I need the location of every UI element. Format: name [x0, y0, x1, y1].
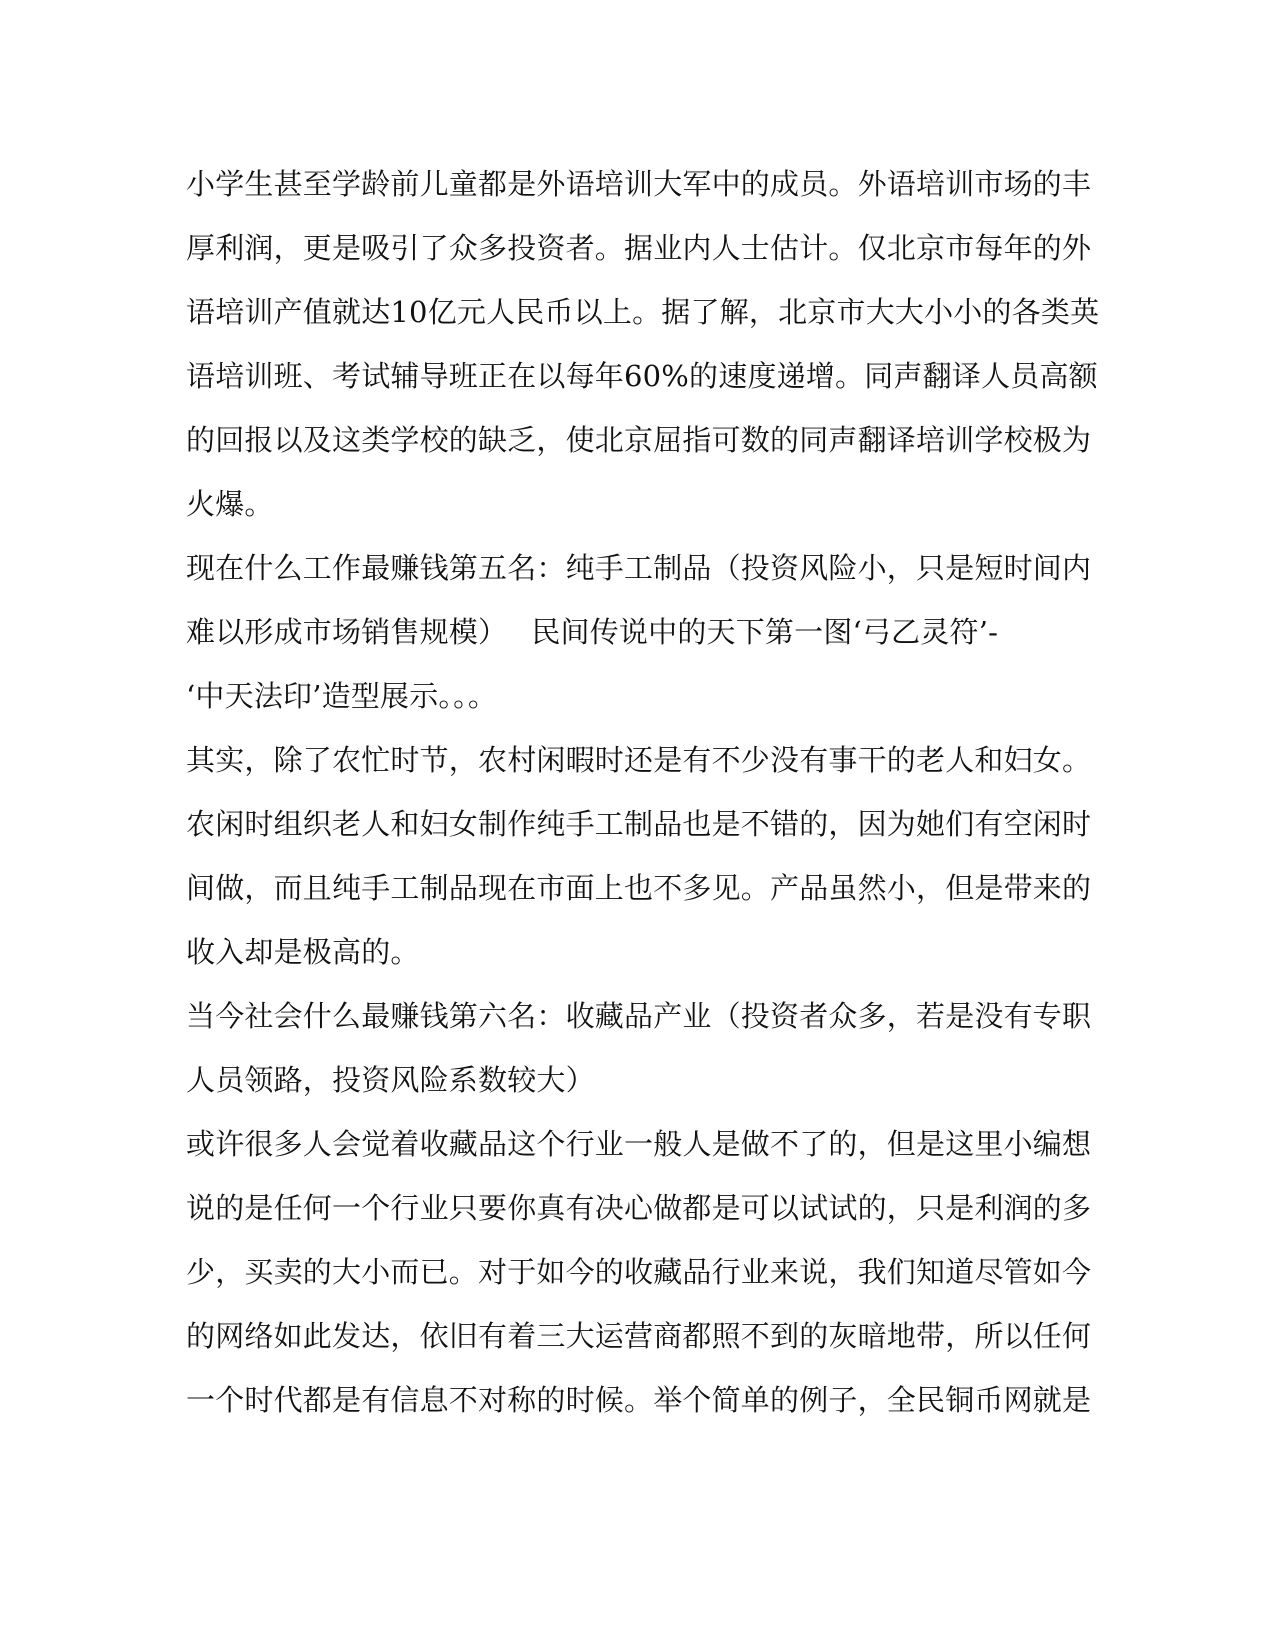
text-line: 一个时代都是有信息不对称的时候。举个简单的例子，全民铜币网就是: [186, 1383, 1092, 1417]
text-line: 收入却是极高的。: [186, 935, 420, 969]
text-line: 其实，除了农忙时节，农村闲暇时还是有不少没有事干的老人和妇女。: [186, 743, 1092, 777]
text-line: 难以形成市场销售规模） 民间传说中的天下第一图‘弓乙灵符’-: [186, 615, 999, 649]
text-line: 说的是任何一个行业只要你真有决心做都是可以试试的，只是利润的多: [186, 1191, 1092, 1225]
text-line: 语培训产值就达10亿元人民币以上。据了解，北京市大大小小的各类英: [186, 295, 1100, 329]
text-line: 语培训班、考试辅导班正在以每年60%的速度递增。同声翻译人员高额: [186, 359, 1098, 393]
text-line: 的网络如此发达，依旧有着三大运营商都照不到的灰暗地带，所以任何: [186, 1319, 1092, 1353]
text-line: 人员领路，投资风险系数较大）: [186, 1063, 595, 1097]
text-line: ‘中天法印’造型展示。。。: [186, 679, 498, 713]
text-line: 火爆。: [186, 487, 274, 521]
text-line: 现在什么工作最赚钱第五名：纯手工制品（投资风险小，只是短时间内: [186, 551, 1092, 585]
text-line: 间做，而且纯手工制品现在市面上也不多见。产品虽然小，但是带来的: [186, 871, 1092, 905]
text-line: 少，买卖的大小而已。对于如今的收藏品行业来说，我们知道尽管如今: [186, 1255, 1092, 1289]
body-text: [186, 152, 1100, 1432]
text-line: 的回报以及这类学校的缺乏，使北京屈指可数的同声翻译培训学校极为: [186, 423, 1092, 457]
text-line: 厚利润，更是吸引了众多投资者。据业内人士估计。仅北京市每年的外: [186, 231, 1092, 265]
text-line: 小学生甚至学龄前儿童都是外语培训大军中的成员。外语培训市场的丰: [186, 167, 1092, 201]
text-line: 当今社会什么最赚钱第六名：收藏品产业（投资者众多，若是没有专职: [186, 999, 1092, 1033]
text-line: 农闲时组织老人和妇女制作纯手工制品也是不错的，因为她们有空闲时: [186, 807, 1092, 841]
text-line: 或许很多人会觉着收藏品这个行业一般人是做不了的，但是这里小编想: [186, 1127, 1092, 1161]
